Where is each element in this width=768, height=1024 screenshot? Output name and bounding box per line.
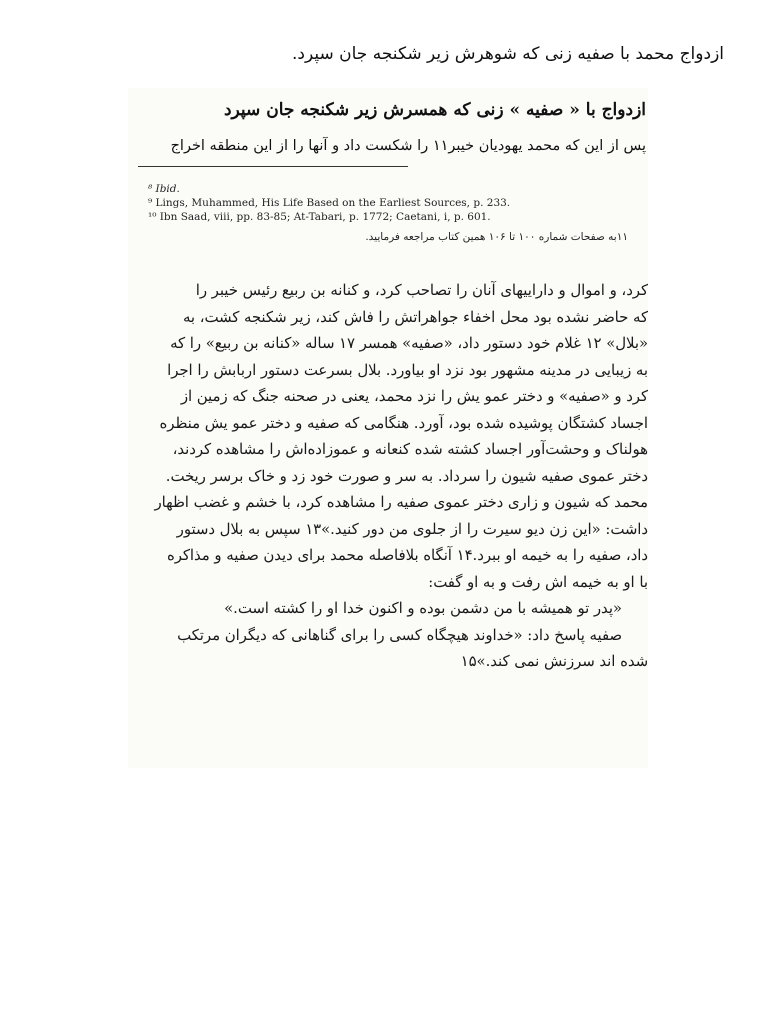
slide-caption: ازدواج محمد با صفیه زنی که شوهرش زیر شکنجه جان سپرد. [292,44,724,64]
body-line: به زیبایی در مدینه مشهور بود نزد او بیاورد. بلال بسرعت دستور اربابش را اجرا [167,361,648,379]
body-line: داشت: «این زن دیو سیرت را از جلوی من دور کنید.»۱۳ سپس به بلال دستور [176,520,648,538]
footnotes [148,182,628,244]
section-title: ازدواج با « صفیه » زنی که همسرش زیر شکنجه جان سپرد [223,100,646,120]
body-text [130,278,648,676]
body-line: که حاضر نشده بود محل اخفاء جواهراتش را فاش کند، زیر شکنجه کشت، به [182,308,648,326]
body-line: هولناک و وحشت‌آور اجساد کشته شده کنعانه و عموزاده‌اش را مشاهده کردند، [172,441,648,458]
body-line: کرد و «صفیه» و دختر عمو یش را نزد محمد، یعنی در صحنه جنگ که زمین از [180,388,648,405]
footnote-divider [138,166,408,167]
body-line: داد، صفیه را به خیمه او ببرد.۱۴ آنگاه بلافاصله محمد برای دیدن صفیه و مذاکره [166,547,648,564]
footnote-11: ۱۱به صفحات شماره ۱۰۰ تا ۱۰۶ همین کتاب مراجعه فرمایید. [365,231,628,243]
body-line: «بلال» ۱۲ غلام خود دستور داد، «صفیه» همسر ۱۷ ساله «کنانه بن ربیع» را که [170,335,648,352]
body-line: دختر عموی صفیه شیون را سرداد. به سر و صورت خود زد و خاک برسر ریخت. [165,467,648,485]
footnote-9: ⁹ Lings, Muhammed, His Life Based on the Earliest Sources, p. 233. [148,197,511,209]
footnote-8: ⁸ Ibid. [148,183,180,195]
footnote-10: ¹⁰ Ibn Saad, viii, pp. 83-85; At-Tabari, p. 1772; Caetani, i, p. 601. [148,211,491,223]
body-line: اجساد کشتگان پوشیده شده بود، آورد. هنگامی که صفیه و دختر عمو یش منظره [159,414,648,432]
body-line: محمد که شیون و زاری دختر عموی صفیه را مشاهده کرد، با خشم و غضب اظهار [154,494,648,511]
body-line: کرد، و اموال و داراییهای آنان را تصاحب کرد، و کنانه بن ربیع رئیس خیبر را [195,282,648,299]
body-line: صفیه پاسخ داد: «خداوند هیچگاه کسی را برای گناهانی که دیگران مرتکب [177,626,622,644]
body-line: شده اند سرزنش نمی کند.»۱۵ [460,653,648,670]
body-line: با او به خیمه اش رفت و به او گفت: [428,573,648,591]
opening-line: پس از این که محمد یهودیان خیبر۱۱ را شکست داد و آنها را از این منطقه اخراج [170,138,646,154]
quote-line: «پدر تو همیشه با من دشمن بوده و اکنون خدا او را کشته است.» [224,600,622,617]
scanned-page [128,88,648,768]
